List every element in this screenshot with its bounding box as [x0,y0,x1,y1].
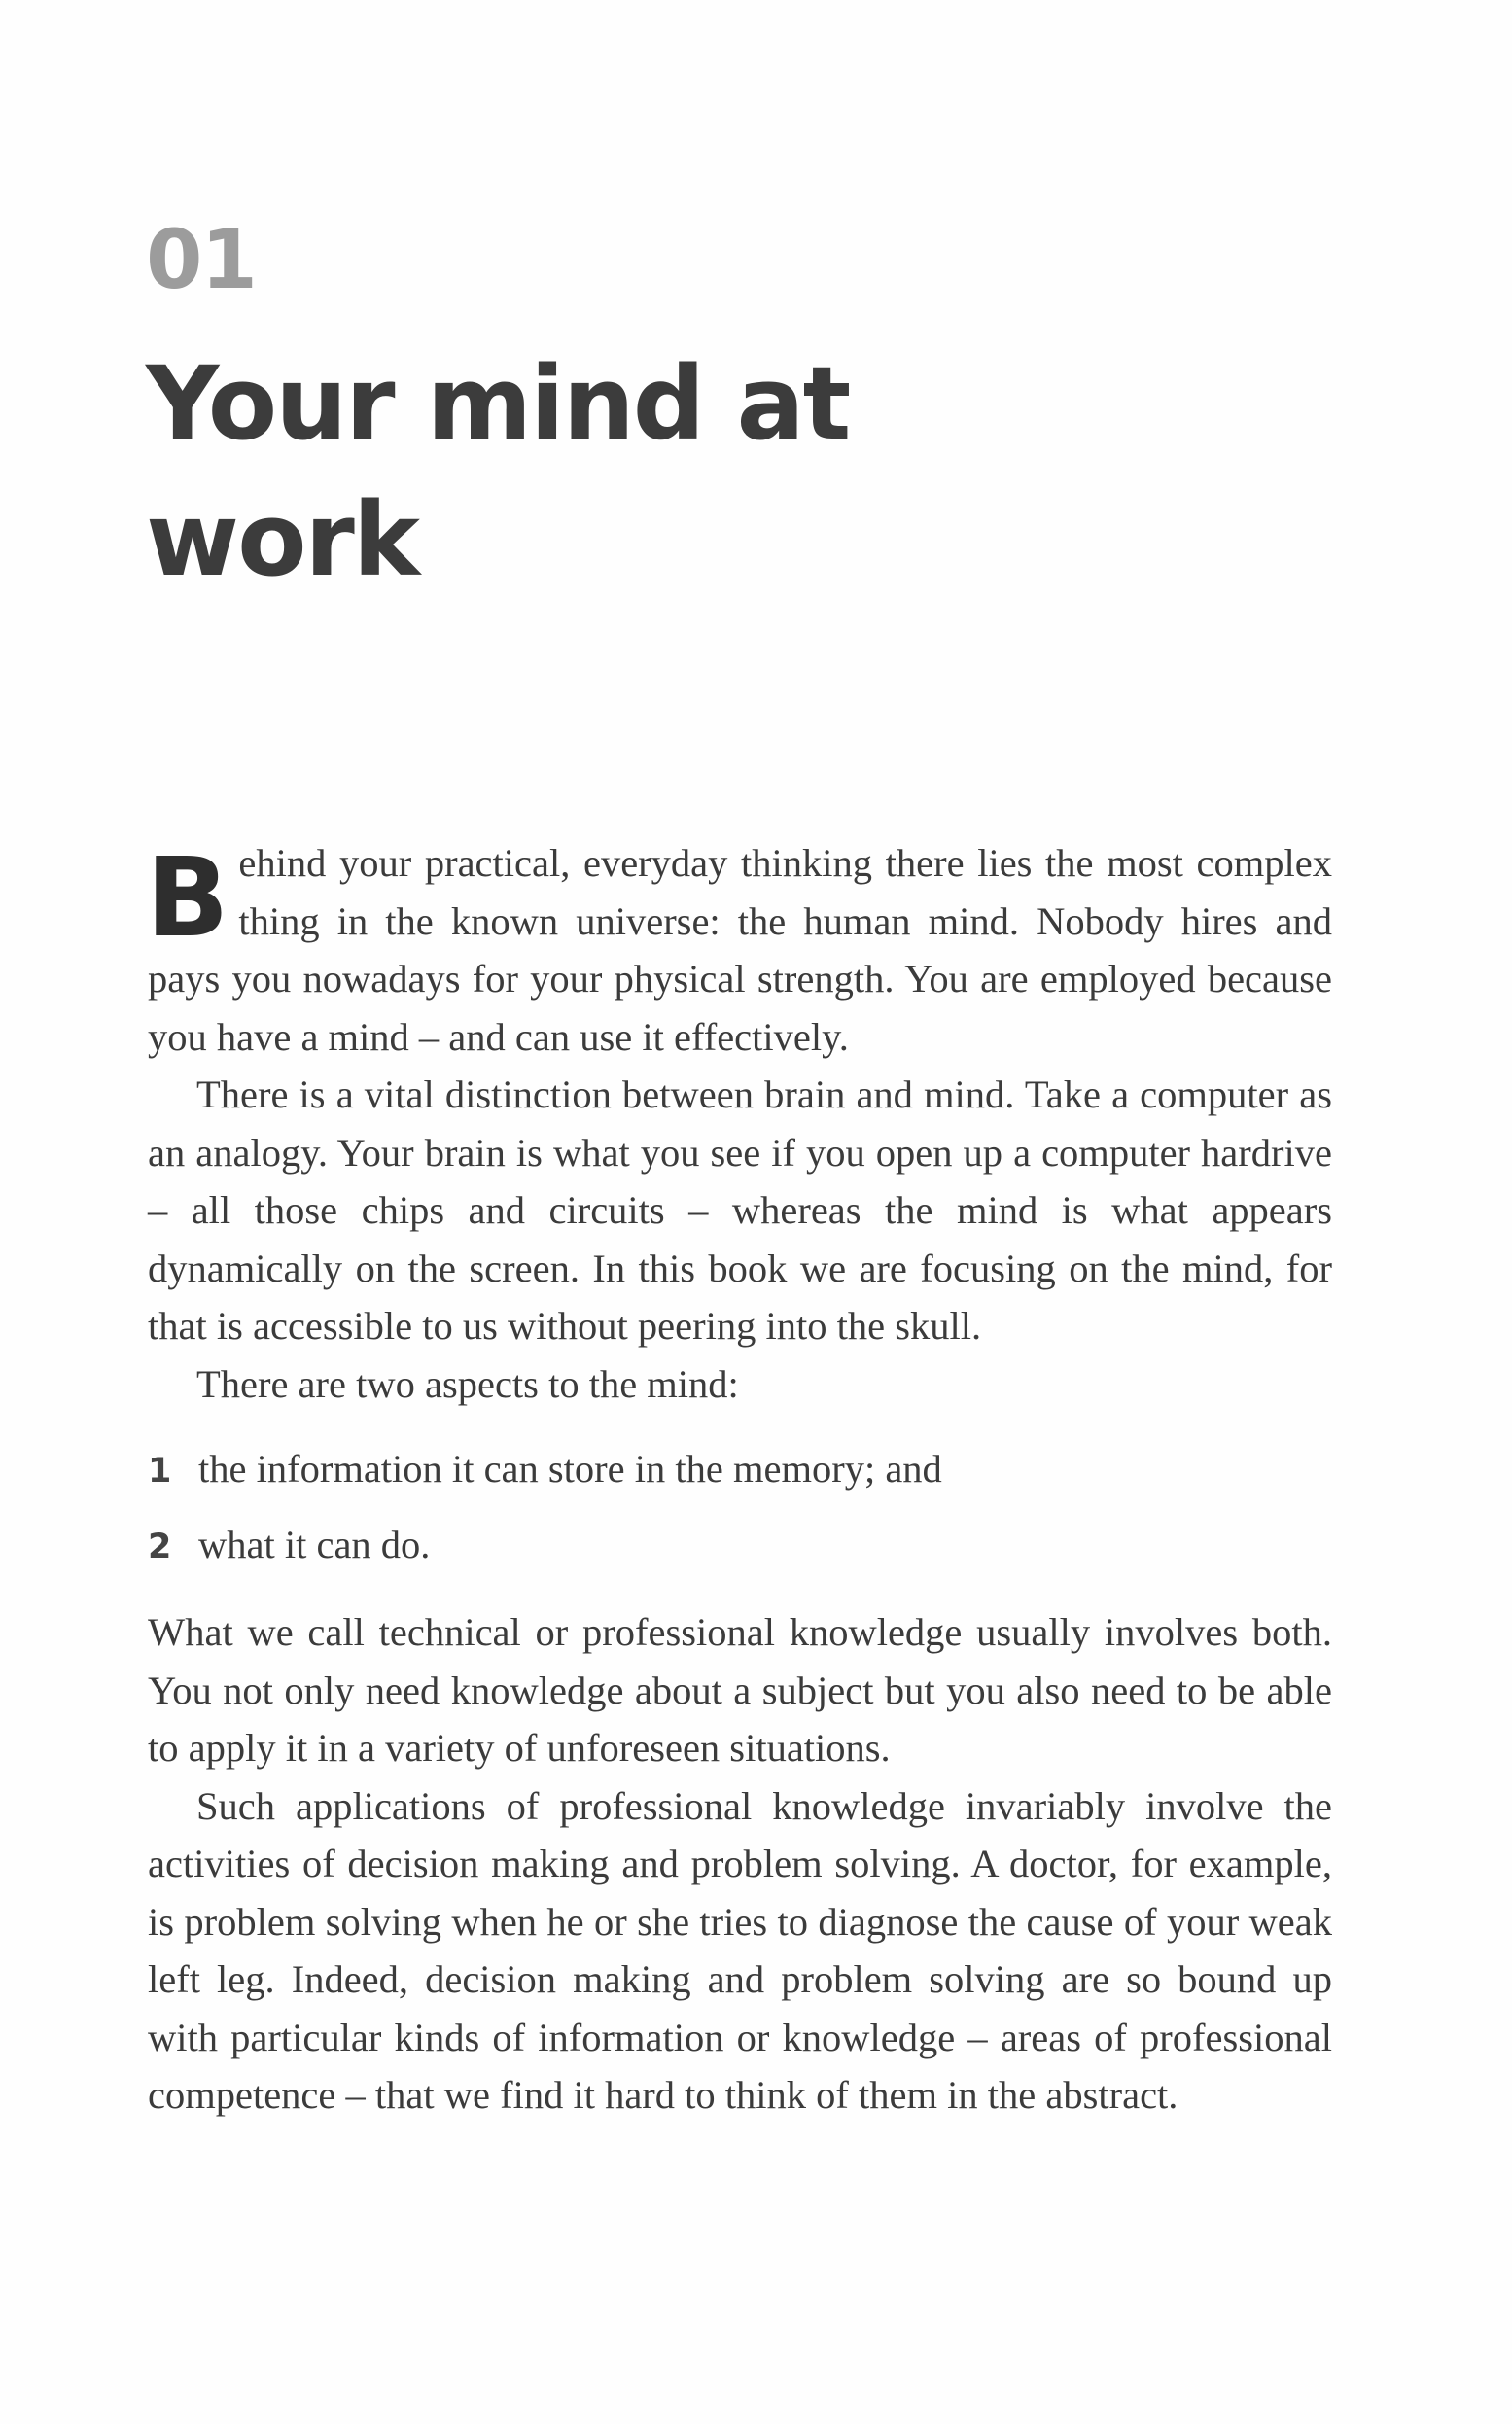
list-item [148,1516,1332,1577]
paragraph-intro [148,834,1332,1066]
drop-cap: B [146,835,229,962]
chapter-number: 01 [146,212,256,307]
list-item [148,1440,1332,1501]
chapter-title: Your mind at work [146,344,850,599]
paragraph-two-aspects: There are two aspects to the mind: [196,1361,739,1406]
numbered-list [148,1440,1332,1576]
list-item-text: what it can do. [198,1522,431,1566]
paragraph-brain-mind: There is a vital distinction between brain and mind. Take a computer as an analogy. Your brain is what you see if you open up a computer hardrive – all those chips and circuits – whereas the mind is what appears dynamically on the screen. In this book we are focusing on the mind, for that is accessible to us without peering into the skull. [148,1072,1332,1348]
body-text [148,834,1332,2125]
list-item-text: the information it can store in the memory; and [198,1447,942,1491]
list-item-number: 1 [148,1452,172,1491]
paragraph-applications: Such applications of professional knowledge invariably involve the activities of decision making and problem solving. A doctor, for example, is problem solving when he or she tries to diagnose the cause of your weak left leg. Indeed, decision making and problem solving are so bound up with particular kinds of information or knowledge – areas of professional competence – that we find it hard to think of them in the abstract. [148,1783,1332,2117]
paragraph-intro-text: ehind your practical, everyday thinking there lies the most complex thing in the known universe: the human mind. Nobody hires and pays you nowadays for your physical strength. You are employed because you have a mind – and can use it effectively. [148,841,1332,1059]
paragraph-knowledge: What we call technical or professional knowledge usually involves both. You not only need knowledge about a subject but you also need to be able to apply it in a variety of unforeseen situations. [148,1610,1332,1770]
list-item-number: 2 [148,1527,172,1566]
